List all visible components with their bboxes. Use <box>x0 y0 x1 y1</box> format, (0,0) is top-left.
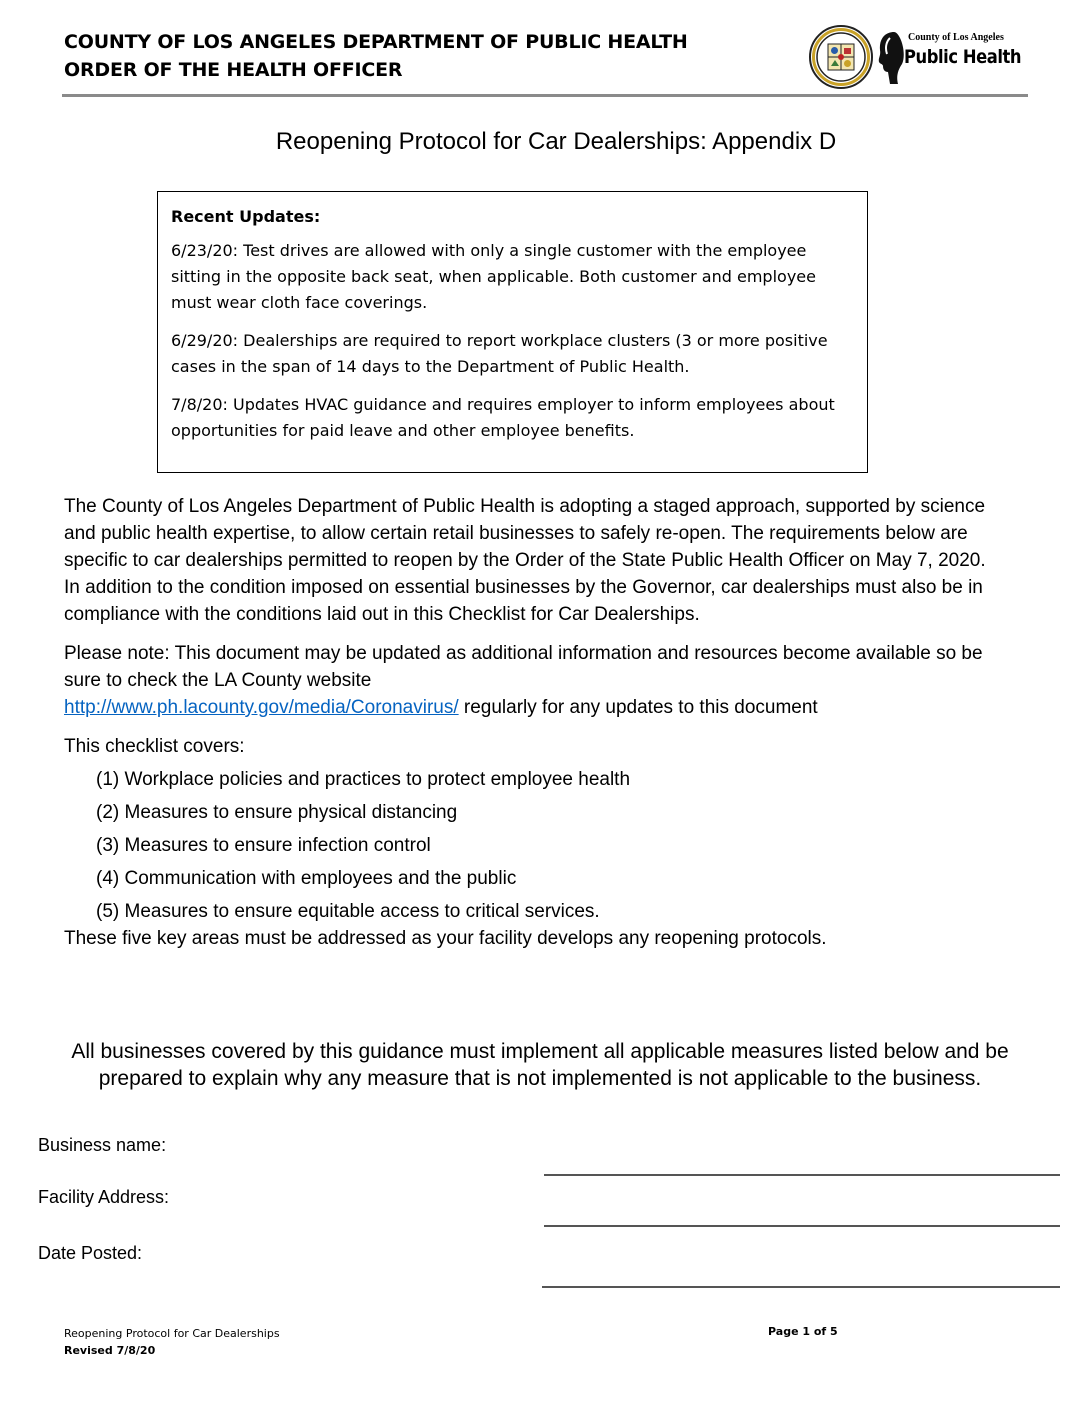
header-line-1: COUNTY OF LOS ANGELES DEPARTMENT OF PUBLIC HEALTH <box>64 31 688 53</box>
business-name-field[interactable] <box>544 1174 1060 1176</box>
note-text-end: regularly for any updates to this document <box>458 697 818 718</box>
business-name-label: Business name: <box>38 1135 167 1155</box>
logo-public-health-text: Public Health <box>904 46 1022 68</box>
facility-address-label: Facility Address: <box>38 1187 170 1207</box>
header-divider <box>62 94 1028 97</box>
footer-revised: Revised 7/8/20 <box>64 1344 156 1357</box>
header-logos <box>808 24 1028 90</box>
list-item: (4) Communication with employees and the public <box>96 868 517 889</box>
note-paragraph <box>64 640 1004 721</box>
coronavirus-website-link[interactable]: http://www.ph.lacounty.gov/media/Coronavirus/ <box>64 697 459 718</box>
facility-address-field[interactable] <box>544 1225 1060 1227</box>
document-body <box>64 493 1004 964</box>
checklist-outro: These five key areas must be addressed as your facility develops any reopening protocols. <box>64 928 827 949</box>
list-item: (1) Workplace policies and practices to protect employee health <box>96 769 631 790</box>
footer-page-number: Page 1 of 5 <box>768 1325 838 1338</box>
list-item: (3) Measures to ensure infection control <box>96 835 431 856</box>
checklist-intro: This checklist covers: <box>64 736 245 757</box>
document-header <box>64 28 688 84</box>
recent-updates-heading: Recent Updates: <box>171 207 321 226</box>
implementation-notice: All businesses covered by this guidance must implement all applicable measures listed below and be prepared to explain why any measure that is not implemented is not applicable to the business. <box>71 1040 1009 1090</box>
footer-doc-name: Reopening Protocol for Car Dealerships <box>64 1327 280 1340</box>
public-health-logo <box>876 28 1028 88</box>
note-text: Please note: This document may be updated as additional information and resources become available so be sure to check the LA County website <box>64 643 983 691</box>
update-item: 6/29/20: Dealerships are required to report workplace clusters (3 or more positive cases in the span of 14 days to the Department of Public Health. <box>171 331 828 376</box>
footer-left <box>64 1325 280 1359</box>
update-item: 6/23/20: Test drives are allowed with only a single customer with the employee sitting in the opposite back seat, when applicable. Both customer and employee must wear cloth face coverings. <box>171 241 816 312</box>
document-title: Reopening Protocol for Car Dealerships: Appendix D <box>275 128 837 155</box>
list-item: (5) Measures to ensure equitable access to critical services. <box>96 901 600 922</box>
date-posted-field[interactable] <box>542 1286 1060 1288</box>
silhouette-icon <box>876 28 906 88</box>
update-item: 7/8/20: Updates HVAC guidance and requires employer to inform employees about opportunities for paid leave and other employee benefits. <box>171 395 835 440</box>
recent-updates-box <box>157 191 868 473</box>
checklist-list <box>64 766 1004 925</box>
county-seal-icon <box>808 24 874 90</box>
list-item: (2) Measures to ensure physical distancing <box>96 802 458 823</box>
intro-paragraph: The County of Los Angeles Department of Public Health is adopting a staged approach, supported by science and public health expertise, to allow certain retail businesses to safely re-open. The requirements below are specific to car dealerships permitted to reopen by the Order of the State Public Health Officer on May 7, 2020. In addition to the condition imposed on essential businesses by the Governor, car dealerships must also be in compliance with the conditions laid out in this Checklist for Car Dealerships. <box>64 496 986 625</box>
date-posted-label: Date Posted: <box>38 1243 143 1263</box>
header-line-2: ORDER OF THE HEALTH OFFICER <box>64 59 403 81</box>
logo-county-text: County of Los Angeles <box>908 32 1004 43</box>
